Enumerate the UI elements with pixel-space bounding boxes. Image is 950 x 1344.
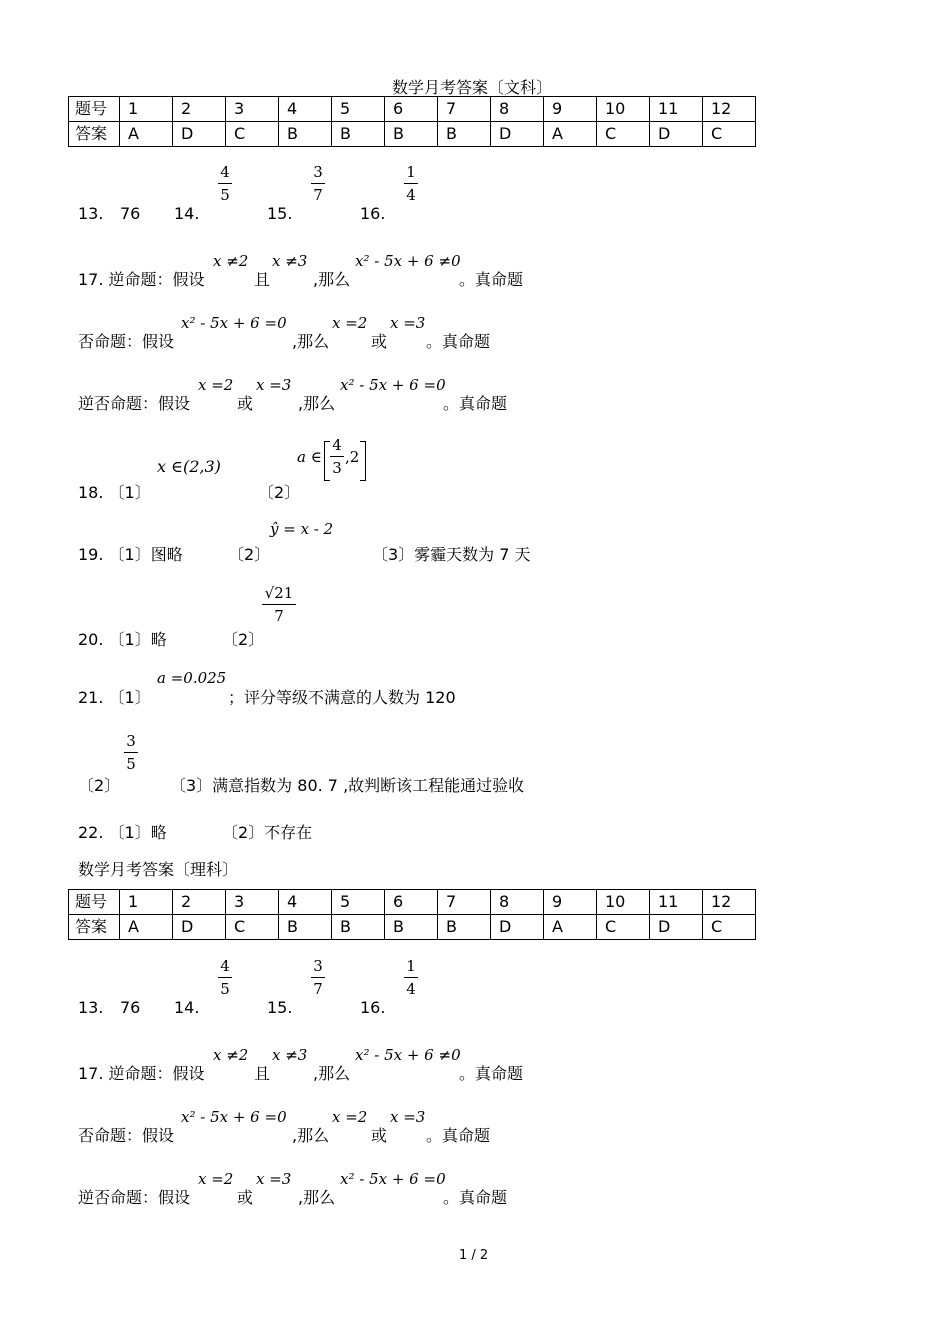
answer-cell: D — [173, 915, 226, 940]
question-number: 11 — [650, 97, 703, 122]
question-number: 4 — [279, 890, 332, 915]
q21-denominator: 5 — [126, 755, 136, 773]
q17-converse-label: 17. 逆命题：假设 — [78, 1064, 205, 1083]
q18-math-1: x ∈(2,3) — [157, 457, 221, 476]
table-row — [69, 97, 756, 122]
q21-part3: 〔3〕满意指数为 80. 7 ,故判断该工程能通过验收 — [170, 776, 525, 795]
q14-label: 14. — [174, 204, 200, 223]
answer-cell: D — [173, 122, 226, 147]
answer-cell: C — [226, 915, 279, 940]
q17-contrapositive-math-3: x² - 5x + 6 =0 — [340, 1170, 446, 1188]
q21-text: ；评分等级不满意的人数为 120 — [228, 688, 456, 707]
q17-inverse-math-1: x² - 5x + 6 =0 — [181, 1108, 287, 1126]
q17-converse-end: 。真命题 — [459, 1064, 524, 1083]
q15-numerator: 3 — [313, 163, 323, 181]
answer-cell: B — [385, 122, 438, 147]
q21-math: a =0.025 — [157, 669, 227, 687]
q19-part3: 〔3〕雾霾天数为 7 天 — [372, 545, 531, 564]
q17-inverse-math-2: x =2 — [332, 314, 368, 332]
q21-label: 21. 〔1〕 — [78, 688, 151, 707]
q16-numerator: 1 — [406, 163, 416, 181]
question-number: 12 — [703, 890, 756, 915]
q17-contrapositive-then: ,那么 — [298, 1188, 336, 1207]
q17-inverse-math-2: x =2 — [332, 1108, 368, 1126]
q14-denominator: 5 — [220, 186, 230, 204]
question-number: 7 — [438, 890, 491, 915]
question-number: 1 — [120, 890, 173, 915]
q17-converse-label: 17. 逆命题：假设 — [78, 270, 205, 289]
q17-contrapositive-end: 。真命题 — [443, 1188, 508, 1207]
q17-contrapositive-or: 或 — [237, 394, 254, 413]
q17-converse-math-3: x² - 5x + 6 ≠0 — [355, 252, 461, 270]
q17-contrapositive-math-2: x =3 — [256, 1170, 292, 1188]
q17-converse-math-1: x ≠2 — [213, 1046, 249, 1064]
table-header-cell: 题号 — [69, 97, 120, 122]
q14-fraction — [218, 959, 232, 997]
question-number: 10 — [597, 890, 650, 915]
q19-label: 19. 〔1〕图略 — [78, 545, 183, 564]
q18-label: 18. 〔1〕 — [78, 483, 151, 502]
table-row — [69, 890, 756, 915]
question-number: 12 — [703, 97, 756, 122]
q15-denominator: 7 — [313, 980, 323, 998]
q22-label: 22. 〔1〕略 — [78, 823, 167, 842]
answer-cell: B — [332, 915, 385, 940]
q14-numerator: 4 — [220, 163, 230, 181]
q17-inverse-then: ,那么 — [292, 1126, 330, 1145]
answer-cell: C — [597, 915, 650, 940]
q17-contrapositive-or: 或 — [237, 1188, 254, 1207]
answer-table-wen — [68, 96, 756, 147]
answer-cell: A — [120, 915, 173, 940]
q16-label: 16. — [360, 204, 386, 223]
q17-inverse-math-3: x =3 — [390, 314, 426, 332]
q17-contrapositive-math-2: x =3 — [256, 376, 292, 394]
q16-fraction — [404, 165, 418, 203]
answer-cell: A — [544, 915, 597, 940]
answer-cell: C — [703, 122, 756, 147]
answer-cell: B — [438, 122, 491, 147]
q22-part2: 〔2〕不存在 — [222, 823, 313, 842]
q20-label: 20. 〔1〕略 — [78, 630, 167, 649]
q18-denominator: 3 — [332, 459, 342, 477]
q17-converse-then: ,那么 — [313, 270, 351, 289]
answer-cell: B — [279, 915, 332, 940]
question-number: 9 — [544, 97, 597, 122]
question-number: 8 — [491, 890, 544, 915]
question-number: 5 — [332, 890, 385, 915]
table-row — [69, 915, 756, 940]
answer-cell: C — [226, 122, 279, 147]
section-title-wen: 数学月考答案〔文科〕 — [392, 78, 553, 97]
q15-denominator: 7 — [313, 186, 323, 204]
q17-converse-math-2: x ≠3 — [272, 252, 308, 270]
question-number: 4 — [279, 97, 332, 122]
q17-inverse-label: 否命题：假设 — [78, 332, 175, 351]
table-header-cell: 题号 — [69, 890, 120, 915]
q21-numerator: 3 — [126, 732, 136, 750]
page-number: 1 / 2 — [459, 1248, 489, 1263]
answer-cell: D — [491, 915, 544, 940]
q17-contrapositive-math-3: x² - 5x + 6 =0 — [340, 376, 446, 394]
q19-math: ŷ = x - 2 — [270, 520, 334, 538]
question-number: 6 — [385, 97, 438, 122]
question-number: 2 — [173, 890, 226, 915]
q17-converse-math-2: x ≠3 — [272, 1046, 308, 1064]
answer-cell: D — [650, 122, 703, 147]
question-number: 3 — [226, 890, 279, 915]
question-number: 6 — [385, 890, 438, 915]
table-row — [69, 122, 756, 147]
q13-label: 13. — [78, 998, 104, 1017]
question-number: 5 — [332, 97, 385, 122]
right-bracket — [360, 441, 366, 481]
q20-numerator: √21 — [264, 584, 294, 602]
question-number: 2 — [173, 97, 226, 122]
q17-inverse-math-1: x² - 5x + 6 =0 — [181, 314, 287, 332]
q15-fraction — [311, 959, 325, 997]
q15-label: 15. — [267, 998, 293, 1017]
q19-part2: 〔2〕 — [228, 545, 271, 564]
answer-cell: B — [385, 915, 438, 940]
q18-part2: 〔2〕 — [258, 483, 301, 502]
question-number: 10 — [597, 97, 650, 122]
q17-contrapositive-label: 逆否命题：假设 — [78, 1188, 191, 1207]
question-number: 7 — [438, 97, 491, 122]
answer-cell: D — [491, 122, 544, 147]
q17-converse-math-1: x ≠2 — [213, 252, 249, 270]
question-number: 9 — [544, 890, 597, 915]
question-number: 11 — [650, 890, 703, 915]
q15-fraction — [311, 165, 325, 203]
q13-label: 13. — [78, 204, 104, 223]
q21-part2: 〔2〕 — [78, 776, 121, 795]
q14-denominator: 5 — [220, 980, 230, 998]
answer-cell: C — [703, 915, 756, 940]
q17-converse-end: 。真命题 — [459, 270, 524, 289]
table-header-cell: 答案 — [69, 122, 120, 147]
q18-math-2-upper: ,2 — [345, 448, 360, 466]
q17-contrapositive-end: 。真命题 — [443, 394, 508, 413]
q17-contrapositive-math-1: x =2 — [198, 1170, 234, 1188]
table-header-cell: 答案 — [69, 915, 120, 940]
q14-fraction — [218, 165, 232, 203]
q17-converse-then: ,那么 — [313, 1064, 351, 1083]
question-number: 8 — [491, 97, 544, 122]
answer-cell: C — [597, 122, 650, 147]
q17-contrapositive-then: ,那么 — [298, 394, 336, 413]
q16-fraction — [404, 959, 418, 997]
q18-math-2: a ∈ — [297, 448, 322, 466]
q17-inverse-label: 否命题：假设 — [78, 1126, 175, 1145]
q21-fraction — [124, 734, 138, 772]
q17-inverse-end: 。真命题 — [426, 332, 491, 351]
q20-denominator: 7 — [274, 607, 284, 625]
q17-contrapositive-label: 逆否命题：假设 — [78, 394, 191, 413]
q13-answer: 76 — [120, 204, 141, 223]
q17-inverse-end: 。真命题 — [426, 1126, 491, 1145]
answer-cell: D — [650, 915, 703, 940]
q20-part2: 〔2〕 — [222, 630, 265, 649]
question-number: 1 — [120, 97, 173, 122]
q13-answer: 76 — [120, 998, 141, 1017]
q17-contrapositive-math-1: x =2 — [198, 376, 234, 394]
question-number: 3 — [226, 97, 279, 122]
q18-numerator: 4 — [332, 436, 342, 454]
q17-converse-and: 且 — [254, 270, 271, 289]
q17-converse-and: 且 — [254, 1064, 271, 1083]
q20-fraction — [262, 586, 296, 624]
answer-cell: B — [279, 122, 332, 147]
q15-label: 15. — [267, 204, 293, 223]
answer-cell: B — [438, 915, 491, 940]
answer-cell: A — [120, 122, 173, 147]
q18-fraction — [330, 438, 344, 476]
q14-label: 14. — [174, 998, 200, 1017]
answer-cell: A — [544, 122, 597, 147]
q17-inverse-then: ,那么 — [292, 332, 330, 351]
q17-inverse-or: 或 — [371, 332, 388, 351]
q17-converse-math-3: x² - 5x + 6 ≠0 — [355, 1046, 461, 1064]
q17-inverse-math-3: x =3 — [390, 1108, 426, 1126]
q16-denominator: 4 — [406, 980, 416, 998]
q14-numerator: 4 — [220, 957, 230, 975]
section-title-li: 数学月考答案〔理科〕 — [78, 860, 239, 879]
answer-table-li — [68, 889, 756, 940]
q16-numerator: 1 — [406, 957, 416, 975]
q16-label: 16. — [360, 998, 386, 1017]
q17-inverse-or: 或 — [371, 1126, 388, 1145]
q16-denominator: 4 — [406, 186, 416, 204]
q15-numerator: 3 — [313, 957, 323, 975]
answer-cell: B — [332, 122, 385, 147]
